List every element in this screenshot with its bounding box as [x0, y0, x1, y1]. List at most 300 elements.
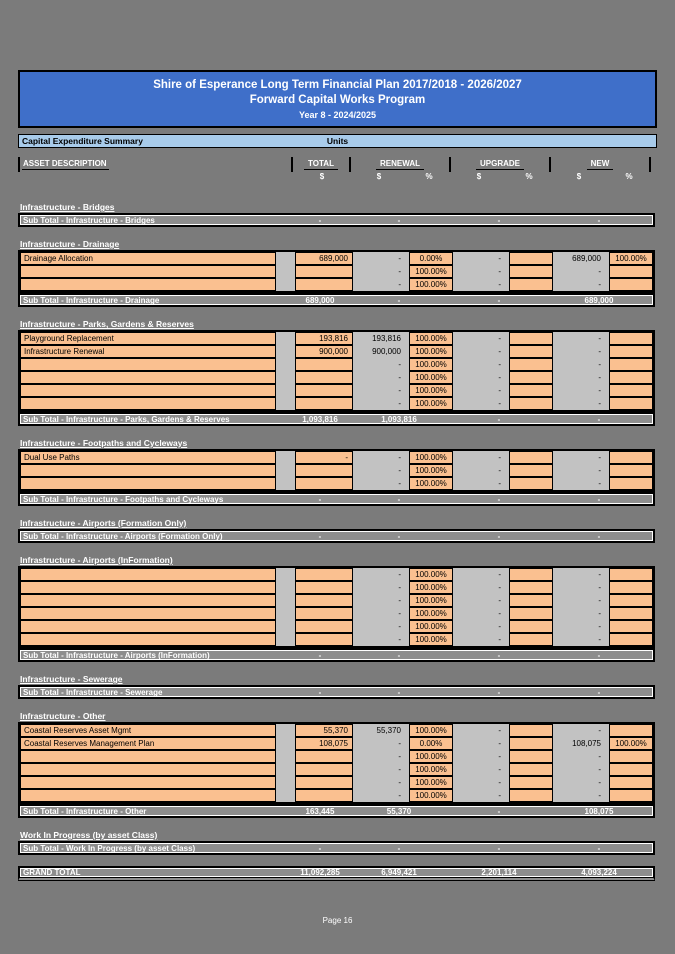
- renewal-dollar-cell: -: [353, 581, 409, 594]
- new-percent-cell: [609, 750, 653, 763]
- new-dollar-cell: -: [553, 789, 609, 802]
- total-dollar-cell: [295, 750, 353, 763]
- renewal-percent-cell: 100.00%: [409, 332, 453, 345]
- subtotal-row-label: Sub Total - Infrastructure - Sewerage: [23, 687, 163, 697]
- new-percent-cell: [609, 607, 653, 620]
- asset-description-cell: [20, 594, 276, 607]
- renewal-percent-cell: 100.00%: [409, 397, 453, 410]
- column-header-row: [18, 157, 657, 172]
- new-percent-cell: [609, 265, 653, 278]
- new-percent-cell: [609, 763, 653, 776]
- page-number: Page 16: [322, 916, 353, 925]
- asset-description-cell: Playground Replacement: [20, 332, 276, 345]
- renewal-percent-cell: 100.00%: [409, 789, 453, 802]
- subtotal-row-renewal-value: -: [397, 687, 401, 697]
- spacer-cell: [276, 358, 295, 371]
- grand-total-row-upgrade-value: 2,201,114: [481, 868, 517, 877]
- new-dollar-cell: -: [553, 763, 609, 776]
- asset-description-cell: [20, 358, 276, 371]
- renewal-dollar-cell: 193,816: [353, 332, 409, 345]
- spacer-cell: [276, 620, 295, 633]
- new-dollar-cell: -: [553, 397, 609, 410]
- subtotal-row-upgrade-value: -: [497, 843, 501, 853]
- total-dollar-cell: 689,000: [295, 252, 353, 265]
- total-dollar-cell: [295, 371, 353, 384]
- subtotal-row-renewal-value: -: [397, 295, 401, 305]
- asset-description-cell: Drainage Allocation: [20, 252, 276, 265]
- upgrade-dollar-cell: -: [453, 581, 509, 594]
- spacer-cell: [276, 581, 295, 594]
- renewal-percent-cell: 100.00%: [409, 464, 453, 477]
- report-page: [18, 70, 657, 881]
- spacer-cell: [276, 763, 295, 776]
- asset-description-cell: [20, 477, 276, 490]
- table-row: [20, 750, 653, 763]
- upgrade-dollar-cell: -: [453, 371, 509, 384]
- section: [18, 437, 657, 506]
- upgrade-percent-cell: [509, 763, 553, 776]
- asset-description-cell: Coastal Reserves Management Plan: [20, 737, 276, 750]
- new-percent-cell: [609, 633, 653, 646]
- subtotal-row-new-value: -: [597, 687, 601, 697]
- subtotal-row-new-value: -: [597, 414, 601, 424]
- subtotal-row-upgrade-value: -: [497, 531, 501, 541]
- total-dollar-cell: [295, 620, 353, 633]
- report-title-line1: Shire of Esperance Long Term Financial Plan 2017/2018 - 2026/2027: [153, 79, 522, 91]
- section-title: Infrastructure - Footpaths and Cycleways: [20, 438, 188, 448]
- renewal-dollar-cell: -: [353, 278, 409, 291]
- new-dollar-cell: 689,000: [553, 252, 609, 265]
- subtotal-row-total-value: -: [318, 650, 322, 660]
- subtotal-row-upgrade-value: -: [497, 295, 501, 305]
- table-row: [20, 464, 653, 477]
- subtotal-row-label: Sub Total - Infrastructure - Airports (InFormation): [23, 650, 210, 660]
- column-header-total: [293, 157, 351, 172]
- new-dollar-cell: -: [553, 345, 609, 358]
- table-row: [20, 358, 653, 371]
- table-row: [20, 737, 653, 750]
- new-percent-cell: [609, 358, 653, 371]
- spacer-cell: [276, 384, 295, 397]
- subtotal-row: [18, 293, 655, 307]
- total-dollar-cell: [295, 607, 353, 620]
- new-dollar-cell: -: [553, 724, 609, 737]
- spacer-cell: [276, 594, 295, 607]
- renewal-dollar-label: $: [376, 172, 382, 181]
- table-row: [20, 278, 653, 291]
- renewal-dollar-cell: -: [353, 789, 409, 802]
- upgrade-percent-cell: [509, 620, 553, 633]
- total-dollar-cell: 108,075: [295, 737, 353, 750]
- new-dollar-cell: -: [553, 581, 609, 594]
- upgrade-percent-cell: [509, 776, 553, 789]
- section-title: Infrastructure - Airports (InFormation): [20, 555, 173, 565]
- renewal-dollar-cell: -: [353, 252, 409, 265]
- asset-description-cell: [20, 607, 276, 620]
- subtotal-row-total-value: -: [318, 531, 322, 541]
- subtotal-row-upgrade-value: -: [497, 687, 501, 697]
- subtotal-row: [18, 685, 655, 699]
- subtotal-row-new-value: -: [597, 843, 601, 853]
- renewal-dollar-cell: -: [353, 358, 409, 371]
- subtotal-row: [18, 492, 655, 506]
- new-percent-cell: [609, 594, 653, 607]
- upgrade-percent-cell: [509, 384, 553, 397]
- new-percent-cell: [609, 384, 653, 397]
- upgrade-dollar-cell: -: [453, 607, 509, 620]
- subtotal-row-label: Sub Total - Infrastructure - Airports (Formation Only): [23, 531, 223, 541]
- upgrade-dollar-cell: -: [453, 633, 509, 646]
- subtotal-row-new-value: -: [597, 494, 601, 504]
- upgrade-dollar-cell: -: [453, 265, 509, 278]
- renewal-dollar-cell: -: [353, 397, 409, 410]
- subtotal-row-total-value: -: [318, 687, 322, 697]
- table-row: [20, 332, 653, 345]
- asset-description-cell: [20, 384, 276, 397]
- renewal-percent-label: %: [425, 172, 433, 181]
- subtotal-row-renewal-value: 1,093,816: [381, 414, 417, 424]
- total-dollar-cell: [295, 776, 353, 789]
- upgrade-dollar-cell: -: [453, 332, 509, 345]
- subtotal-row-total-value: 689,000: [305, 295, 335, 305]
- sections-container: [18, 201, 657, 881]
- renewal-percent-cell: 100.00%: [409, 776, 453, 789]
- spacer-cell: [276, 332, 295, 345]
- subtotal-row: [18, 412, 655, 426]
- table-row: [20, 451, 653, 464]
- total-dollar-cell: [295, 278, 353, 291]
- renewal-dollar-cell: -: [353, 750, 409, 763]
- renewal-dollar-cell: -: [353, 371, 409, 384]
- total-dollar-cell: [295, 397, 353, 410]
- spacer-cell: [276, 252, 295, 265]
- renewal-dollar-cell: 55,370: [353, 724, 409, 737]
- upgrade-percent-cell: [509, 750, 553, 763]
- upgrade-dollar-cell: -: [453, 763, 509, 776]
- renewal-dollar-cell: -: [353, 265, 409, 278]
- table-row: [20, 724, 653, 737]
- report-title-year: Year 8 - 2024/2025: [298, 110, 377, 120]
- upgrade-percent-cell: [509, 397, 553, 410]
- section-title: Infrastructure - Sewerage: [20, 674, 123, 684]
- section: [18, 710, 657, 818]
- subtotal-row-new-value: 689,000: [584, 295, 614, 305]
- column-header-new: [551, 157, 651, 172]
- upgrade-dollar-cell: -: [453, 620, 509, 633]
- spacer-cell: [276, 737, 295, 750]
- upgrade-percent-cell: [509, 358, 553, 371]
- new-percent-cell: [609, 776, 653, 789]
- total-dollar-cell: 55,370: [295, 724, 353, 737]
- upgrade-percent-cell: [509, 477, 553, 490]
- new-percent-cell: [609, 332, 653, 345]
- new-dollar-cell: -: [553, 568, 609, 581]
- renewal-dollar-cell: -: [353, 607, 409, 620]
- units-label: Units: [326, 136, 349, 146]
- total-label: TOTAL: [304, 159, 338, 170]
- spacer-cell: [276, 607, 295, 620]
- upgrade-dollar-cell: -: [453, 252, 509, 265]
- subtotal-row: [18, 648, 655, 662]
- subtotal-row-renewal-value: -: [397, 650, 401, 660]
- asset-description-cell: Infrastructure Renewal: [20, 345, 276, 358]
- renewal-percent-cell: 0.00%: [409, 737, 453, 750]
- new-dollar-cell: -: [553, 607, 609, 620]
- renewal-percent-cell: 100.00%: [409, 607, 453, 620]
- new-percent-cell: [609, 568, 653, 581]
- section: [18, 201, 657, 227]
- upgrade-percent-label: %: [525, 172, 533, 181]
- renewal-dollar-cell: -: [353, 451, 409, 464]
- total-dollar-cell: 193,816: [295, 332, 353, 345]
- section-title: Infrastructure - Airports (Formation Only): [20, 518, 187, 528]
- subtotal-row: [18, 529, 655, 543]
- asset-description-cell: Coastal Reserves Asset Mgmt: [20, 724, 276, 737]
- new-percent-cell: [609, 345, 653, 358]
- section: [18, 554, 657, 662]
- renewal-percent-cell: 100.00%: [409, 633, 453, 646]
- total-dollar-cell: [295, 265, 353, 278]
- table-row: [20, 763, 653, 776]
- grand-total-row-label: GRAND TOTAL: [23, 868, 81, 877]
- spacer-cell: [276, 477, 295, 490]
- subtotal-row: [18, 804, 655, 818]
- subtotal-row-new-value: -: [597, 531, 601, 541]
- upgrade-dollar-cell: -: [453, 724, 509, 737]
- upgrade-percent-cell: [509, 594, 553, 607]
- upgrade-dollar-cell: -: [453, 737, 509, 750]
- grand-total-row-renewal-value: 6,949,421: [381, 868, 417, 877]
- renewal-percent-cell: 100.00%: [409, 750, 453, 763]
- renewal-percent-cell: 100.00%: [409, 568, 453, 581]
- new-dollar-cell: -: [553, 371, 609, 384]
- table-row: [20, 568, 653, 581]
- upgrade-dollar-cell: -: [453, 568, 509, 581]
- upgrade-dollar-cell: -: [453, 345, 509, 358]
- upgrade-dollar-cell: -: [453, 384, 509, 397]
- spacer-cell: [276, 776, 295, 789]
- new-dollar-cell: -: [553, 358, 609, 371]
- renewal-percent-cell: 100.00%: [409, 345, 453, 358]
- new-dollar-cell: -: [553, 633, 609, 646]
- subtotal-row-total-value: 163,445: [305, 806, 335, 816]
- subtotal-row-renewal-value: 55,370: [386, 806, 412, 816]
- subtotal-row-label: Sub Total - Infrastructure - Bridges: [23, 215, 155, 225]
- subheader-spacer: [18, 172, 293, 185]
- table-row: [20, 252, 653, 265]
- new-percent-cell: [609, 620, 653, 633]
- grand-total-row: [18, 866, 655, 881]
- subtotal-row-new-value: -: [597, 650, 601, 660]
- table-row: [20, 581, 653, 594]
- spacer-cell: [276, 397, 295, 410]
- table-row: [20, 594, 653, 607]
- renewal-dollar-cell: -: [353, 568, 409, 581]
- new-dollar-cell: -: [553, 265, 609, 278]
- column-subheader-row: [18, 172, 657, 185]
- upgrade-dollar-cell: -: [453, 789, 509, 802]
- subtotal-row-label: Sub Total - Infrastructure - Other: [23, 806, 147, 816]
- new-dollar-cell: -: [553, 620, 609, 633]
- subtotal-row-upgrade-value: -: [497, 650, 501, 660]
- table-row: [20, 345, 653, 358]
- upgrade-dollar-cell: -: [453, 451, 509, 464]
- renewal-percent-cell: 100.00%: [409, 371, 453, 384]
- asset-description-cell: [20, 633, 276, 646]
- spacer-cell: [276, 724, 295, 737]
- new-percent-cell: [609, 371, 653, 384]
- total-dollar-cell: [295, 763, 353, 776]
- table-row: [20, 607, 653, 620]
- spacer-cell: [276, 464, 295, 477]
- table-row: [20, 633, 653, 646]
- renewal-percent-cell: 100.00%: [409, 278, 453, 291]
- asset-description-cell: [20, 620, 276, 633]
- new-percent-cell: [609, 477, 653, 490]
- new-percent-cell: 100.00%: [609, 252, 653, 265]
- renewal-percent-cell: 100.00%: [409, 384, 453, 397]
- new-dollar-cell: -: [553, 594, 609, 607]
- total-dollar-cell: [295, 633, 353, 646]
- column-header-upgrade: [451, 157, 551, 172]
- section-title: Infrastructure - Other: [20, 711, 106, 721]
- upgrade-dollar-cell: -: [453, 278, 509, 291]
- grand-total-row-total-value: 11,092,285: [300, 868, 340, 877]
- upgrade-dollar-cell: -: [453, 750, 509, 763]
- total-dollar-cell: -: [295, 451, 353, 464]
- upgrade-percent-cell: [509, 278, 553, 291]
- upgrade-label: UPGRADE: [476, 159, 524, 170]
- upgrade-percent-cell: [509, 451, 553, 464]
- subtotal-row-renewal-value: -: [397, 215, 401, 225]
- new-percent-cell: [609, 464, 653, 477]
- table-row: [20, 789, 653, 802]
- new-percent-cell: 100.00%: [609, 737, 653, 750]
- subtotal-row: [18, 841, 655, 855]
- table-row: [20, 397, 653, 410]
- section-rows: [18, 330, 655, 412]
- renewal-dollar-cell: -: [353, 594, 409, 607]
- upgrade-percent-cell: [509, 371, 553, 384]
- table-row: [20, 620, 653, 633]
- table-row: [20, 371, 653, 384]
- upgrade-dollar-cell: -: [453, 477, 509, 490]
- table-row: [20, 265, 653, 278]
- new-dollar-cell: -: [553, 278, 609, 291]
- renewal-percent-cell: 0.00%: [409, 252, 453, 265]
- column-header-renewal: [351, 157, 451, 172]
- new-dollar-cell: -: [553, 750, 609, 763]
- table-row: [20, 776, 653, 789]
- upgrade-percent-cell: [509, 737, 553, 750]
- section-rows: [18, 449, 655, 492]
- new-dollar-cell: -: [553, 776, 609, 789]
- upgrade-dollar-label: $: [476, 172, 482, 181]
- subtotal-row-label: Sub Total - Work In Progress (by asset Class): [23, 843, 196, 853]
- upgrade-percent-cell: [509, 252, 553, 265]
- new-dollar-cell: -: [553, 332, 609, 345]
- spacer-cell: [276, 568, 295, 581]
- new-percent-cell: [609, 724, 653, 737]
- renewal-dollar-cell: -: [353, 776, 409, 789]
- renewal-dollar-cell: 900,000: [353, 345, 409, 358]
- renewal-dollar-cell: -: [353, 477, 409, 490]
- asset-description-cell: [20, 397, 276, 410]
- subtotal-row-upgrade-value: -: [497, 414, 501, 424]
- renewal-percent-cell: 100.00%: [409, 451, 453, 464]
- asset-description-cell: [20, 789, 276, 802]
- new-percent-cell: [609, 789, 653, 802]
- upgrade-percent-cell: [509, 332, 553, 345]
- spacer-cell: [276, 789, 295, 802]
- new-percent-cell: [609, 278, 653, 291]
- renewal-dollar-cell: -: [353, 620, 409, 633]
- upgrade-percent-cell: [509, 464, 553, 477]
- renewal-dollar-cell: -: [353, 737, 409, 750]
- upgrade-dollar-cell: -: [453, 464, 509, 477]
- asset-description-label: ASSET DESCRIPTION: [23, 159, 107, 168]
- section-title: Infrastructure - Parks, Gardens & Reserves: [20, 319, 194, 329]
- total-dollar-cell: [295, 464, 353, 477]
- total-dollar-label: $: [319, 172, 325, 181]
- total-dollar-cell: 900,000: [295, 345, 353, 358]
- renewal-percent-cell: 100.00%: [409, 594, 453, 607]
- subtotal-row: [18, 213, 655, 227]
- asset-description-cell: [20, 464, 276, 477]
- section: [18, 238, 657, 307]
- section-title: Work In Progress (by asset Class): [20, 830, 158, 840]
- renewal-percent-cell: 100.00%: [409, 581, 453, 594]
- spacer-cell: [276, 633, 295, 646]
- new-percent-label: %: [625, 172, 633, 181]
- total-dollar-cell: [295, 568, 353, 581]
- new-dollar-cell: -: [553, 464, 609, 477]
- section-title: Infrastructure - Drainage: [20, 239, 120, 249]
- upgrade-percent-cell: [509, 607, 553, 620]
- total-dollar-cell: [295, 358, 353, 371]
- summary-bar-label: Capital Expenditure Summary: [22, 136, 143, 146]
- report-title-block: [18, 70, 657, 128]
- spacer-cell: [276, 750, 295, 763]
- subtotal-row-upgrade-value: -: [497, 494, 501, 504]
- subtotal-row-label: Sub Total - Infrastructure - Parks, Gardens & Reserves: [23, 414, 230, 424]
- upgrade-dollar-cell: -: [453, 358, 509, 371]
- spacer-cell: [276, 278, 295, 291]
- section-rows: [18, 722, 655, 804]
- new-label: NEW: [587, 159, 614, 170]
- summary-bar: [18, 134, 657, 148]
- subtotal-row-total-value: -: [318, 843, 322, 853]
- asset-description-cell: [20, 581, 276, 594]
- subtotal-row-renewal-value: -: [397, 494, 401, 504]
- renewal-dollar-cell: -: [353, 464, 409, 477]
- renewal-dollar-cell: -: [353, 384, 409, 397]
- renewal-percent-cell: 100.00%: [409, 724, 453, 737]
- renewal-percent-cell: 100.00%: [409, 477, 453, 490]
- total-dollar-cell: [295, 384, 353, 397]
- new-dollar-cell: -: [553, 451, 609, 464]
- asset-description-cell: [20, 568, 276, 581]
- upgrade-percent-cell: [509, 265, 553, 278]
- upgrade-percent-cell: [509, 568, 553, 581]
- upgrade-dollar-cell: -: [453, 397, 509, 410]
- subtotal-row-total-value: -: [318, 215, 322, 225]
- spacer-cell: [276, 451, 295, 464]
- asset-description-cell: [20, 776, 276, 789]
- section: [18, 673, 657, 699]
- subtotal-row-upgrade-value: -: [497, 215, 501, 225]
- new-percent-cell: [609, 581, 653, 594]
